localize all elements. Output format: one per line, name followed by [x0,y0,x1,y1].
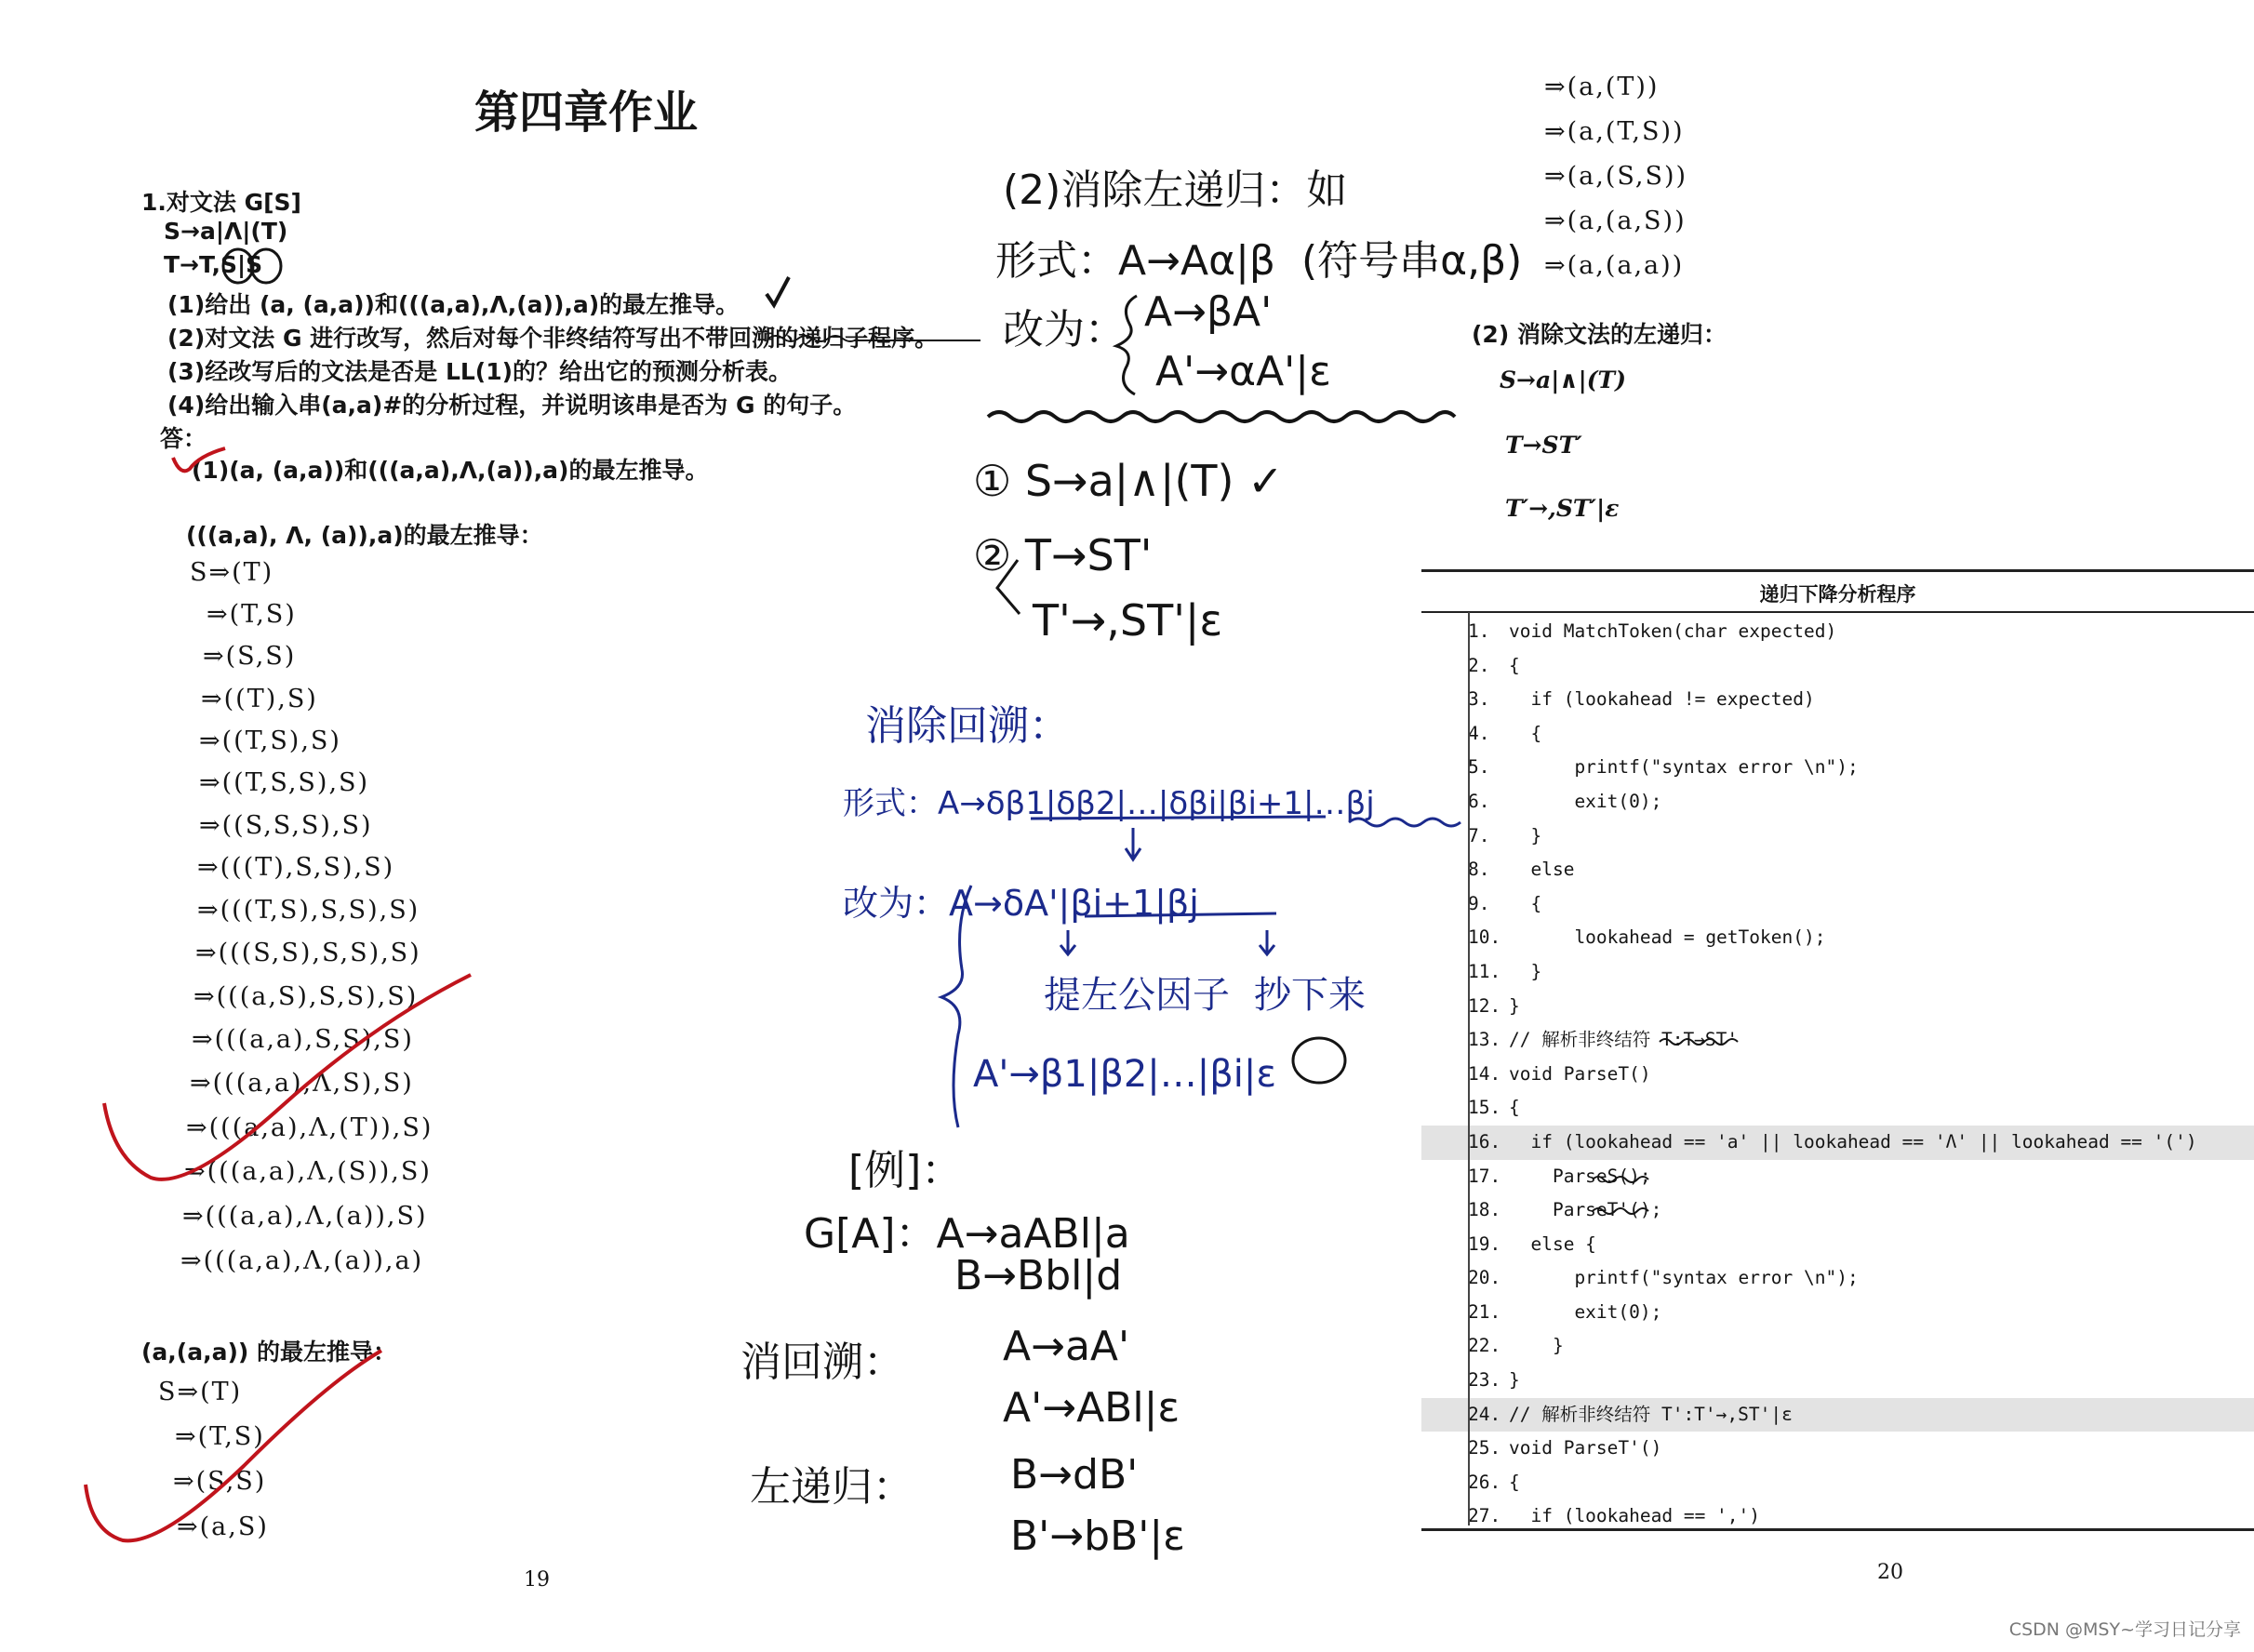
derivation-cont-line: ⇒(a,(a,S)) [1544,206,1687,235]
derivation-1-line: ⇒(((a,a),S,S),S) [192,1025,414,1054]
left-recursion-heading: (2) 消除文法的左递归： [1472,321,1727,348]
code-line-number: 26. [1468,1471,1501,1493]
note-step-1: ① S→a|∧|(T) ✓ [973,456,1284,506]
grammar-rule-t: T→T,S|S [164,251,263,278]
code-line-number: 8. [1468,859,1490,881]
derivation-cont-line: ⇒(a,(T)) [1544,73,1660,101]
code-line-text: ParseT'(); [1509,1199,1662,1221]
note-example-backtrack-label: 消回溯： [740,1339,904,1386]
note-example-label: [例]： [848,1147,963,1194]
watermark: CSDN @MSY~学习日记分享 [2008,1619,2241,1640]
grammar-line: T→ST′ [1505,432,1582,459]
derivation-1-line: ⇒(S,S) [203,642,297,671]
note-backtrack-change: 改为：A→δA'|βi+1|βj [843,883,1199,924]
code-line-number: 6. [1468,790,1490,812]
code-line-number: 19. [1468,1232,1501,1255]
code-line-text: else { [1509,1232,1596,1255]
red-check-mark [104,975,471,1179]
code-line-text: if (lookahead == ',') [1509,1505,1761,1527]
grammar-line: S→a|∧|(T) [1500,366,1626,393]
code-line-text: } [1509,824,1542,846]
code-line-text: exit(0); [1509,1300,1662,1323]
code-line-text: } [1509,1335,1564,1357]
blue-underline [1031,817,1326,819]
derivation-cont-line: ⇒(a,(a,a)) [1544,251,1685,280]
circle-mark [223,249,253,283]
code-line-number: 16. [1468,1130,1501,1152]
code-line-text: void MatchToken(char expected) [1509,620,1837,642]
red-check-mark [86,1351,381,1540]
note-left-recursion-title: (2)消除左递归：如 [1003,167,1348,214]
derivation-2-line: S⇒(T) [158,1378,243,1406]
code-line-text: { [1509,1097,1520,1119]
note-backtrack-copy: 抄下来 [1254,974,1366,1017]
code-line-text: { [1509,892,1542,914]
note-example-leftrec-2: B'→bB'|ε [1010,1512,1185,1560]
note-example-backtrack-2: A'→ABl|ε [1003,1384,1180,1432]
derivation-1-line: ⇒(((T,S),S,S),S) [197,896,420,925]
grammar-line: T′→,ST′|ε [1505,495,1620,522]
derivation-1-line: ⇒((T,S,S),S) [199,768,370,797]
code-line-number: 5. [1468,756,1490,779]
code-line-text: printf("syntax error \n"); [1509,1267,1859,1289]
code-line-text: // 解析非终结符 T':T'→,ST'|ε [1509,1403,1793,1425]
question-item-2: (2)对文法 G 进行改写，然后对每个非终结符写出不带回溯的递归子程序。 [167,325,939,352]
note-step-2a: ② T→ST' [973,530,1153,580]
code-line-text: if (lookahead == 'a' || lookahead == 'Λ' || lookahead == '(') [1509,1130,2197,1152]
code-line-text: { [1509,654,1520,676]
code-line-text: } [1509,1369,1520,1392]
code-line-number: 13. [1468,1029,1501,1051]
check-mark [767,277,789,305]
code-line-text: if (lookahead != expected) [1509,688,1815,711]
derivation-cont-line: ⇒(a,(T,S)) [1544,117,1685,146]
blue-wavy-underline [1349,819,1460,826]
circle-mark [251,249,281,283]
derivation-1-line: ⇒(((a,a),Λ,(T)),S) [186,1113,433,1142]
code-line-text: void ParseT() [1509,1062,1651,1085]
code-line-number: 10. [1468,926,1501,949]
question-heading: 1.对文法 G[S] [141,189,301,216]
answer-label: 答： [160,425,207,452]
note-example-leftrec-1: B→dB' [1010,1451,1139,1499]
code-line-number: 27. [1468,1505,1501,1527]
code-line-number: 11. [1468,960,1501,982]
code-line-number: 2. [1468,654,1490,676]
note-backtrack-factor: 提左公因子 [1044,974,1230,1017]
derivation-1-line: ⇒(((a,a),Λ,(S)),S) [184,1157,432,1186]
question-item-4: (4)给出输入串(a,a)#的分析过程，并说明该串是否为 G 的句子。 [167,392,857,419]
derivation-2-line: ⇒(S,S) [173,1467,267,1496]
bracket-mark [997,560,1020,614]
code-line-number: 22. [1468,1335,1501,1357]
code-line-number: 3. [1468,688,1490,711]
note-example-backtrack-1: A→aA' [1003,1323,1130,1370]
derivation-1-heading: (((a,a), Λ, (a)),a)的最左推导： [186,522,543,549]
note-example-leftrec-label: 左递归： [750,1463,914,1511]
code-line-text: else [1509,859,1575,881]
page-title: 第四章作业 [474,87,699,139]
note-step-2b: T'→,ST'|ε [1033,595,1223,646]
code-line-number: 21. [1468,1300,1501,1323]
code-line-text: { [1509,722,1542,744]
derivation-2-heading: (a,(a,a)) 的最左推导： [141,1339,397,1366]
derivation-1-line: ⇒((T),S) [201,685,318,713]
code-line-number: 1. [1468,620,1490,642]
red-check-mark [173,448,225,471]
derivation-1-line: ⇒(((T),S,S),S) [197,853,395,882]
code-line-text: printf("syntax error \n"); [1509,756,1859,779]
note-example-rule-1: G[A]：A→aABl|a [804,1210,1130,1258]
derivation-1-line: ⇒(((a,S),S,S),S) [193,982,419,1011]
derivation-2-line: ⇒(T,S) [175,1422,265,1451]
derivation-cont-line: ⇒(a,(S,S)) [1544,162,1688,191]
note-change-2: A'→αA'|ε [1155,348,1331,395]
code-line-text: // 解析非终结符 T:T→ST' [1509,1029,1739,1051]
code-line-number: 25. [1468,1437,1501,1459]
code-line-number: 18. [1468,1199,1501,1221]
code-line-text: { [1509,1471,1520,1493]
derivation-1-line: ⇒((T,S),S) [199,726,341,755]
question-underline [768,336,858,341]
code-squiggle [1593,1177,1648,1182]
question-item-1: (1)给出 (a, (a,a))和(((a,a),Λ,(a)),a)的最左推导。 [167,291,740,318]
code-line-number: 9. [1468,892,1490,914]
derivation-1-line: S⇒(T) [190,558,274,587]
note-backtrack-title: 消除回溯： [865,702,1070,750]
blue-arrow-mark [1060,930,1075,954]
code-line-number: 15. [1468,1097,1501,1119]
code-line-text: exit(0); [1509,790,1662,812]
derivation-1-line: ⇒(((a,a),Λ,(a)),S) [182,1202,428,1231]
page-number-left: 19 [524,1568,550,1592]
code-line-number: 17. [1468,1165,1501,1187]
question-item-3: (3)经改写后的文法是否是 LL(1)的？给出它的预测分析表。 [167,358,793,385]
note-backtrack-form: 形式：A→δβ1|δβ2|…|δβi|βi+1|…βj [843,785,1375,822]
code-line-number: 14. [1468,1062,1501,1085]
derivation-2-line: ⇒(a,S) [177,1512,269,1541]
page-number-right: 20 [1877,1561,1903,1584]
blue-brace-mark [941,886,971,1127]
code-line-number: 4. [1468,722,1490,744]
grammar-rule-s: S→a|Λ|(T) [164,218,288,245]
blue-arrow-mark [1126,828,1140,859]
code-title: 递归下降分析程序 [1759,583,1916,606]
note-change-to: 改为： [1003,306,1126,353]
code-line-text: ParseS(); [1509,1165,1651,1187]
code-line-number: 7. [1468,824,1490,846]
note-change-1: A→βA' [1144,288,1273,336]
blue-arrow-mark [1260,930,1274,954]
blue-underline [1085,913,1276,916]
code-squiggle [1660,1039,1738,1045]
code-line-text: } [1509,994,1520,1017]
derivation-1-line: ⇒((S,S,S),S) [199,811,373,840]
code-line-text: } [1509,960,1542,982]
derivation-1-line: ⇒(((a,a),Λ,(a)),a) [180,1246,424,1275]
brace-mark [1116,296,1137,394]
code-line-number: 23. [1468,1369,1501,1392]
epsilon-circle [1293,1038,1345,1083]
derivation-1-line: ⇒(((S,S),S,S),S) [195,939,421,967]
note-backtrack-result: A'→β1|β2|…|βi|ε [973,1053,1276,1096]
note-form: 形式：A→Aα|β (符号串α,β) [995,237,1523,285]
derivation-1-line: ⇒(T,S) [207,600,297,629]
code-squiggle [1593,1208,1648,1214]
code-line-text: lookahead = getToken(); [1509,926,1826,949]
code-line-number: 12. [1468,994,1501,1017]
answer-line: (1)(a, (a,a))和(((a,a),Λ,(a)),a)的最左推导。 [192,457,709,484]
note-example-rule-2: B→Bbl|d [954,1252,1123,1299]
code-line-number: 20. [1468,1267,1501,1289]
derivation-1-line: ⇒(((a,a),Λ,S),S) [190,1069,414,1098]
wavy-underline [988,412,1455,421]
code-line-text: void ParseT'() [1509,1437,1662,1459]
code-line-number: 24. [1468,1403,1501,1425]
